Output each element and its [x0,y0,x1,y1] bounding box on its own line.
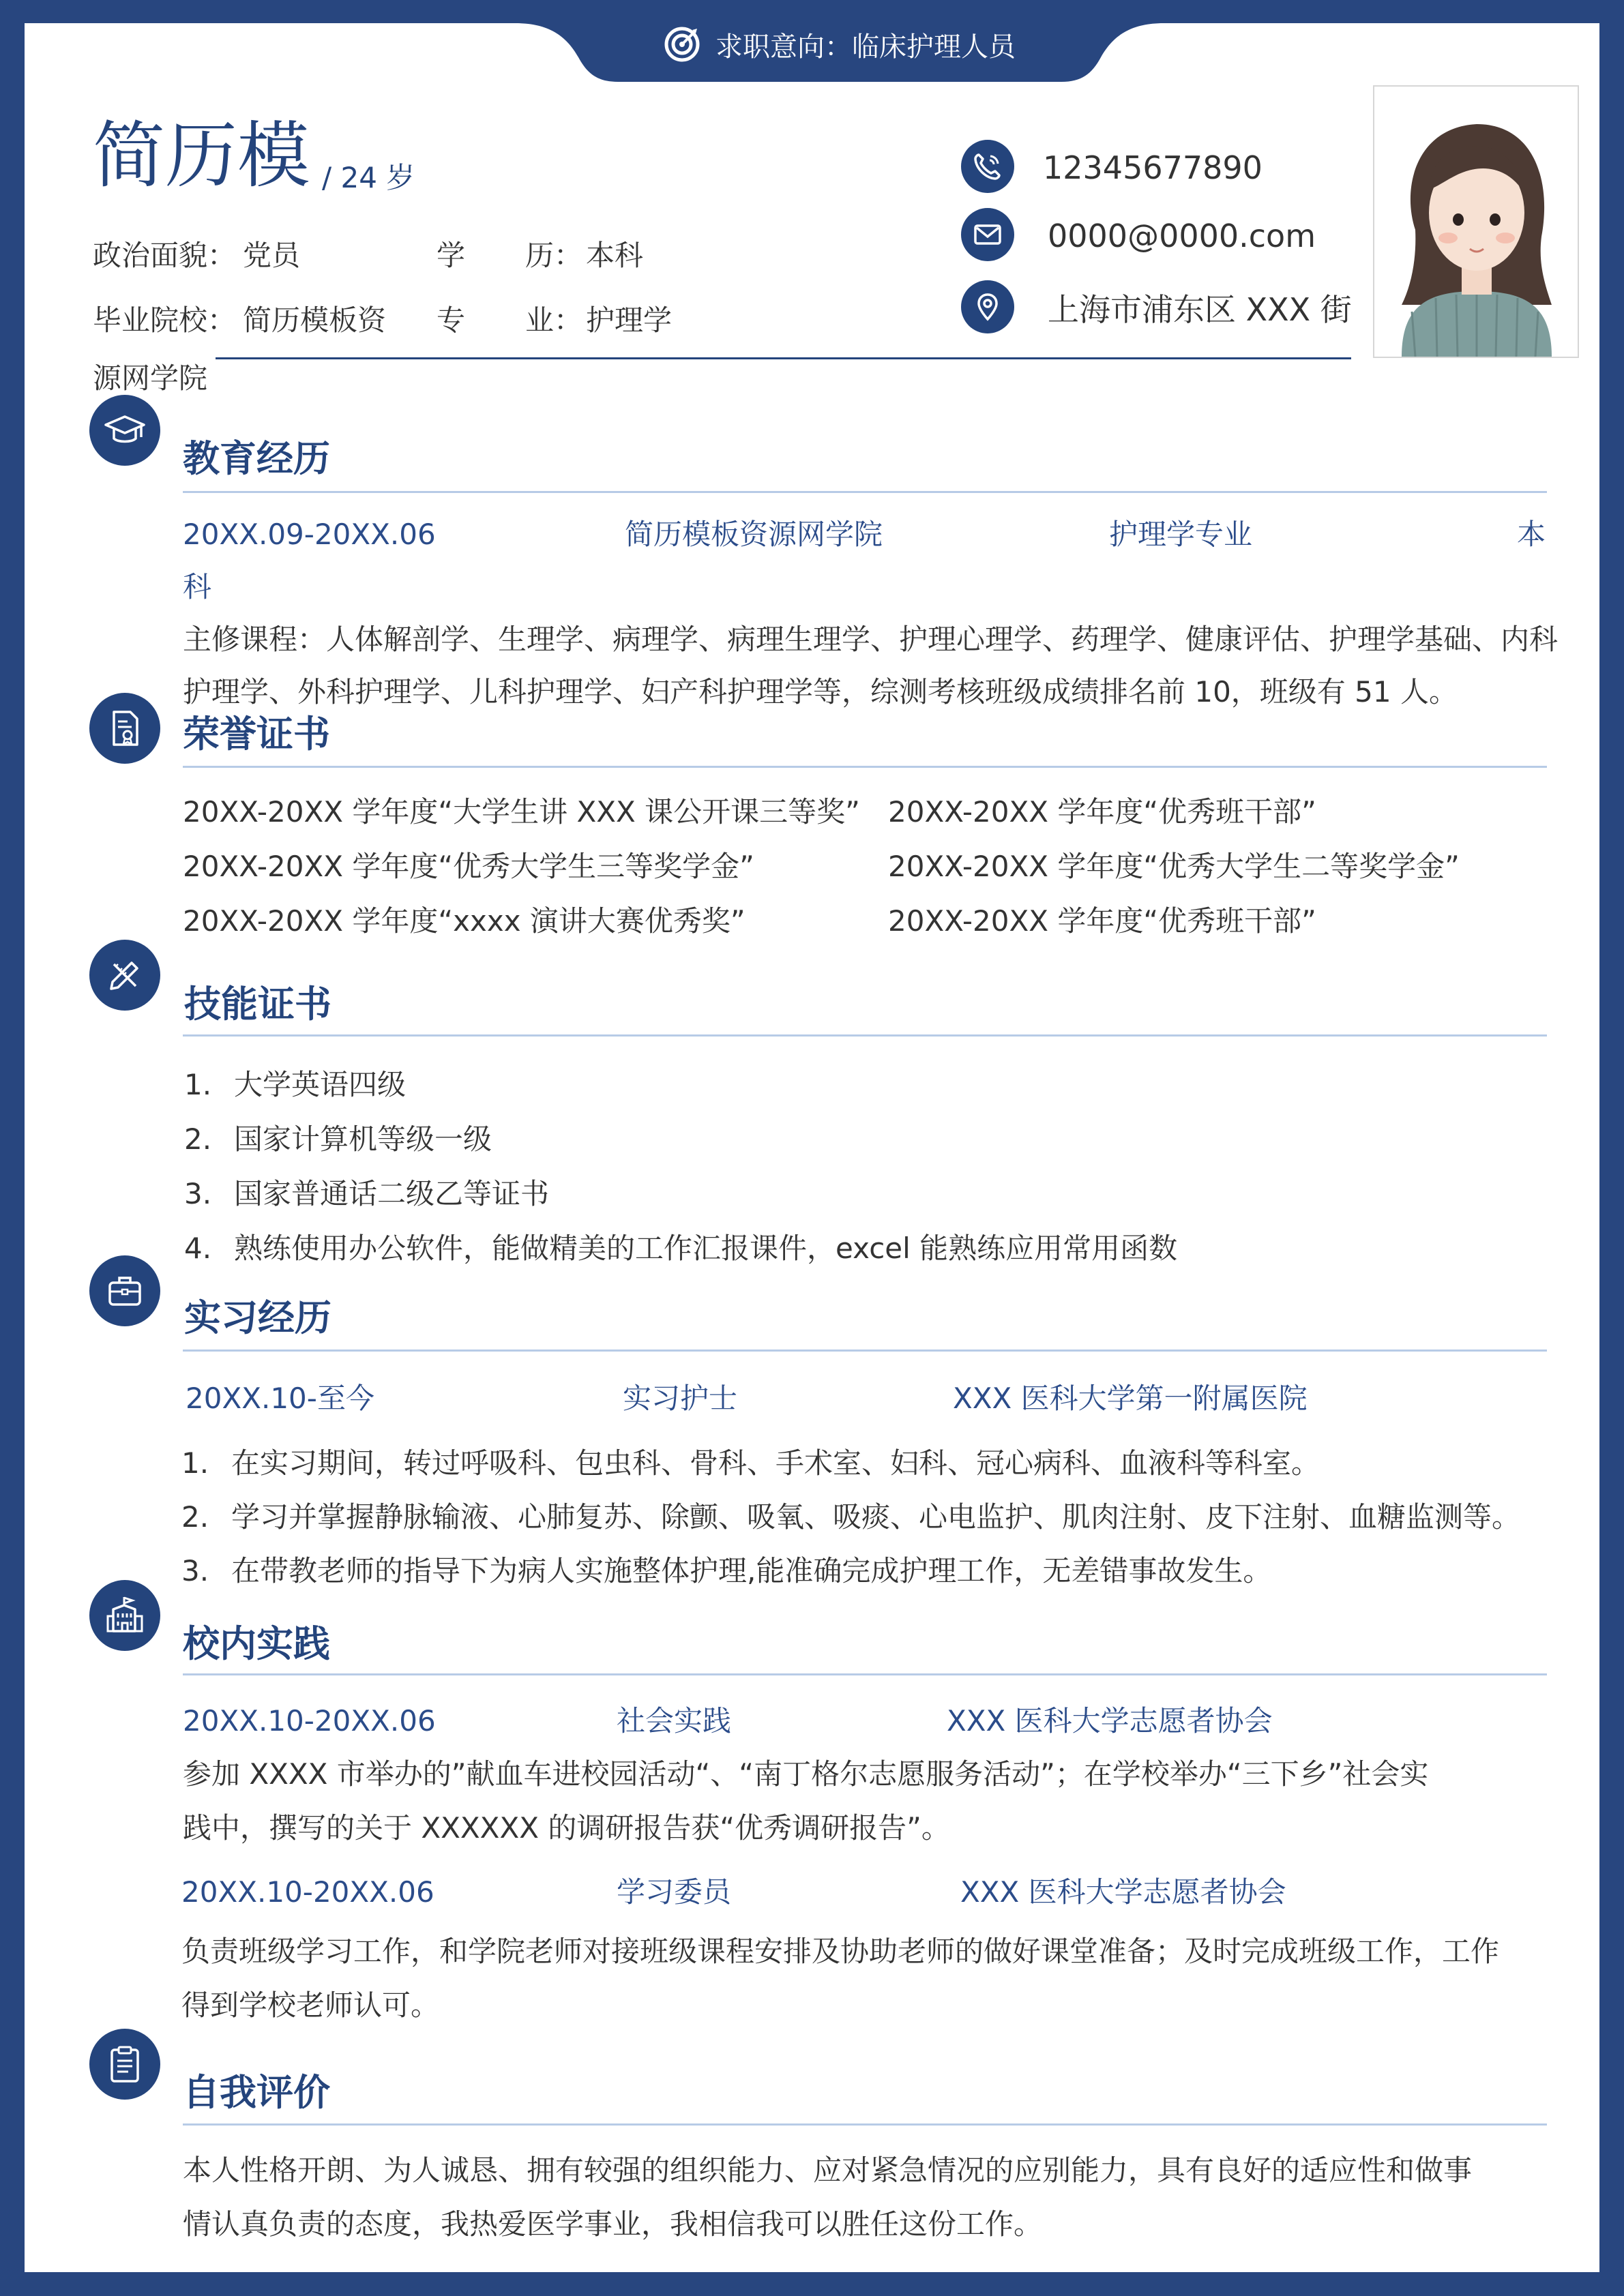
campus-date: 20XX.10-20XX.06 [183,1704,436,1738]
school-building-icon [89,1580,160,1651]
internship-item: 在带教老师的指导下为病人实施整体护理,能准确完成护理工作，无差错事故发生。 [231,1554,1272,1587]
skill-number: 2. [184,1122,212,1156]
self-eval-divider [183,2123,1547,2126]
target-icon [664,26,700,63]
job-intent-tab [516,23,1164,83]
education-degree-2: 科 [183,570,212,603]
campus-date: 20XX.10-20XX.06 [181,1875,434,1909]
internship-org: XXX 医科大学第一附属医院 [953,1382,1308,1415]
phone-icon [961,140,1014,193]
honor-item: 20XX-20XX 学年度“xxxx 演讲大赛优秀奖” [183,904,745,938]
campus-role: 社会实践 [617,1704,732,1738]
skill-item: 国家普通话二级乙等证书 [234,1177,550,1210]
education-value: 本科 [586,239,644,272]
skill-number: 1. [184,1068,212,1101]
email-icon [961,208,1014,261]
email-address: 0000@0000.com [1048,218,1316,254]
internship-item: 学习并掌握静脉输液、心肺复苏、除颤、吸氧、吸痰、心电监护、肌肉注射、皮下注射、血糖监测等。 [231,1500,1521,1534]
skill-item: 国家计算机等级一级 [234,1122,492,1156]
education-label-1: 学 [437,239,466,272]
honors-divider [183,766,1547,768]
internship-date: 20XX.10-至今 [186,1382,374,1415]
campus-org: XXX 医科大学志愿者协会 [947,1704,1273,1738]
graduation-cap-icon [89,395,160,466]
skill-item: 熟练使用办公软件，能做精美的工作汇报课件，excel 能熟练应用常用函数 [234,1232,1178,1265]
education-date: 20XX.09-20XX.06 [183,518,436,551]
internship-role: 实习护士 [623,1382,738,1415]
internship-number: 1. [181,1446,209,1480]
header-divider [216,357,1351,359]
education-title: 教育经历 [183,437,330,480]
resume-page [25,23,1599,2272]
education-courses-line2: 护理学、外科护理学、儿科护理学、妇产科护理学等，综测考核班级成绩排名前 10，班级有 51 人。 [183,675,1458,709]
candidate-name: 简历模 [93,114,310,198]
honor-item: 20XX-20XX 学年度“优秀大学生三等奖学金” [183,850,754,883]
self-eval-title: 自我评价 [183,2071,330,2114]
location-icon [961,280,1014,333]
honor-item: 20XX-20XX 学年度“优秀班干部” [888,904,1316,938]
education-school: 简历模板资源网学院 [625,518,883,551]
internship-item: 在实习期间，转过呼吸科、包虫科、骨科、手术室、妇科、冠心病科、血液科等科室。 [231,1446,1320,1480]
campus-divider [183,1673,1547,1675]
political-value: 党员 [243,239,301,272]
internship-number: 2. [181,1500,209,1534]
phone-number: 12345677890 [1043,149,1263,186]
avatar-illustration [1374,87,1578,357]
internship-title: 实习经历 [184,1296,331,1339]
school-label: 毕业院校： [93,303,237,337]
campus-desc-line2: 践中，撰写的关于 XXXXXX 的调研报告获“优秀调研报告”。 [183,1811,950,1845]
skill-item: 大学英语四级 [234,1068,407,1101]
skill-number: 3. [184,1177,212,1210]
campus-desc-line1: 参加 XXXX 市举办的”献血车进校园活动“、“南丁格尔志愿服务活动”；在学校举办“三下乡”社会实 [183,1757,1429,1791]
school-value-line2: 源网学院 [93,361,208,395]
self-eval-line1: 本人性格开朗、为人诚恳、拥有较强的组织能力、应对紧急情况的应别能力，具有良好的适应性和做事 [183,2153,1473,2187]
major-label-1: 专 [437,303,466,337]
campus-desc-line2: 得到学校老师认可。 [181,1988,440,2022]
briefcase-icon [89,1255,160,1326]
self-eval-line2: 情认真负责的态度，我热爱医学事业，我相信我可以胜任这份工作。 [183,2207,1043,2241]
internship-number: 3. [181,1554,209,1587]
campus-role: 学习委员 [617,1875,732,1909]
major-label-2: 业： [525,303,583,337]
school-value-line1: 简历模板资 [243,303,387,337]
certificate-icon [89,693,160,764]
profile-photo [1373,85,1579,358]
honor-item: 20XX-20XX 学年度“优秀大学生二等奖学金” [888,850,1460,883]
education-degree-1: 本 [1517,518,1546,551]
major-value: 护理学 [586,303,673,337]
honor-item: 20XX-20XX 学年度“优秀班干部” [888,795,1316,829]
honor-item: 20XX-20XX 学年度“大学生讲 XXX 课公开课三等奖” [183,795,860,829]
political-label: 政治面貌： [93,239,237,272]
internship-divider [183,1350,1547,1352]
skill-number: 4. [184,1232,212,1265]
address-text: 上海市浦东区 XXX 街 [1048,291,1352,328]
education-major: 护理学专业 [1109,518,1253,551]
pencil-ruler-icon [89,940,160,1011]
campus-title: 校内实践 [183,1622,330,1665]
honors-title: 荣誉证书 [183,713,330,756]
education-label-2: 历： [525,239,583,272]
job-intent-text: 求职意向：临床护理人员 [715,31,1016,63]
campus-desc-line1: 负责班级学习工作，和学院老师对接班级课程安排及协助老师的做好课堂准备；及时完成班级工作，工作 [181,1935,1500,1968]
candidate-age: / 24 岁 [322,161,415,194]
skills-divider [183,1034,1547,1037]
education-divider [183,491,1547,493]
education-courses-line1: 主修课程：人体解剖学、生理学、病理学、病理生理学、护理心理学、药理学、健康评估、护理学基础、内科 [183,623,1559,656]
clipboard-icon [89,2029,160,2100]
campus-org: XXX 医科大学志愿者协会 [960,1875,1286,1909]
skills-title: 技能证书 [184,983,331,1026]
